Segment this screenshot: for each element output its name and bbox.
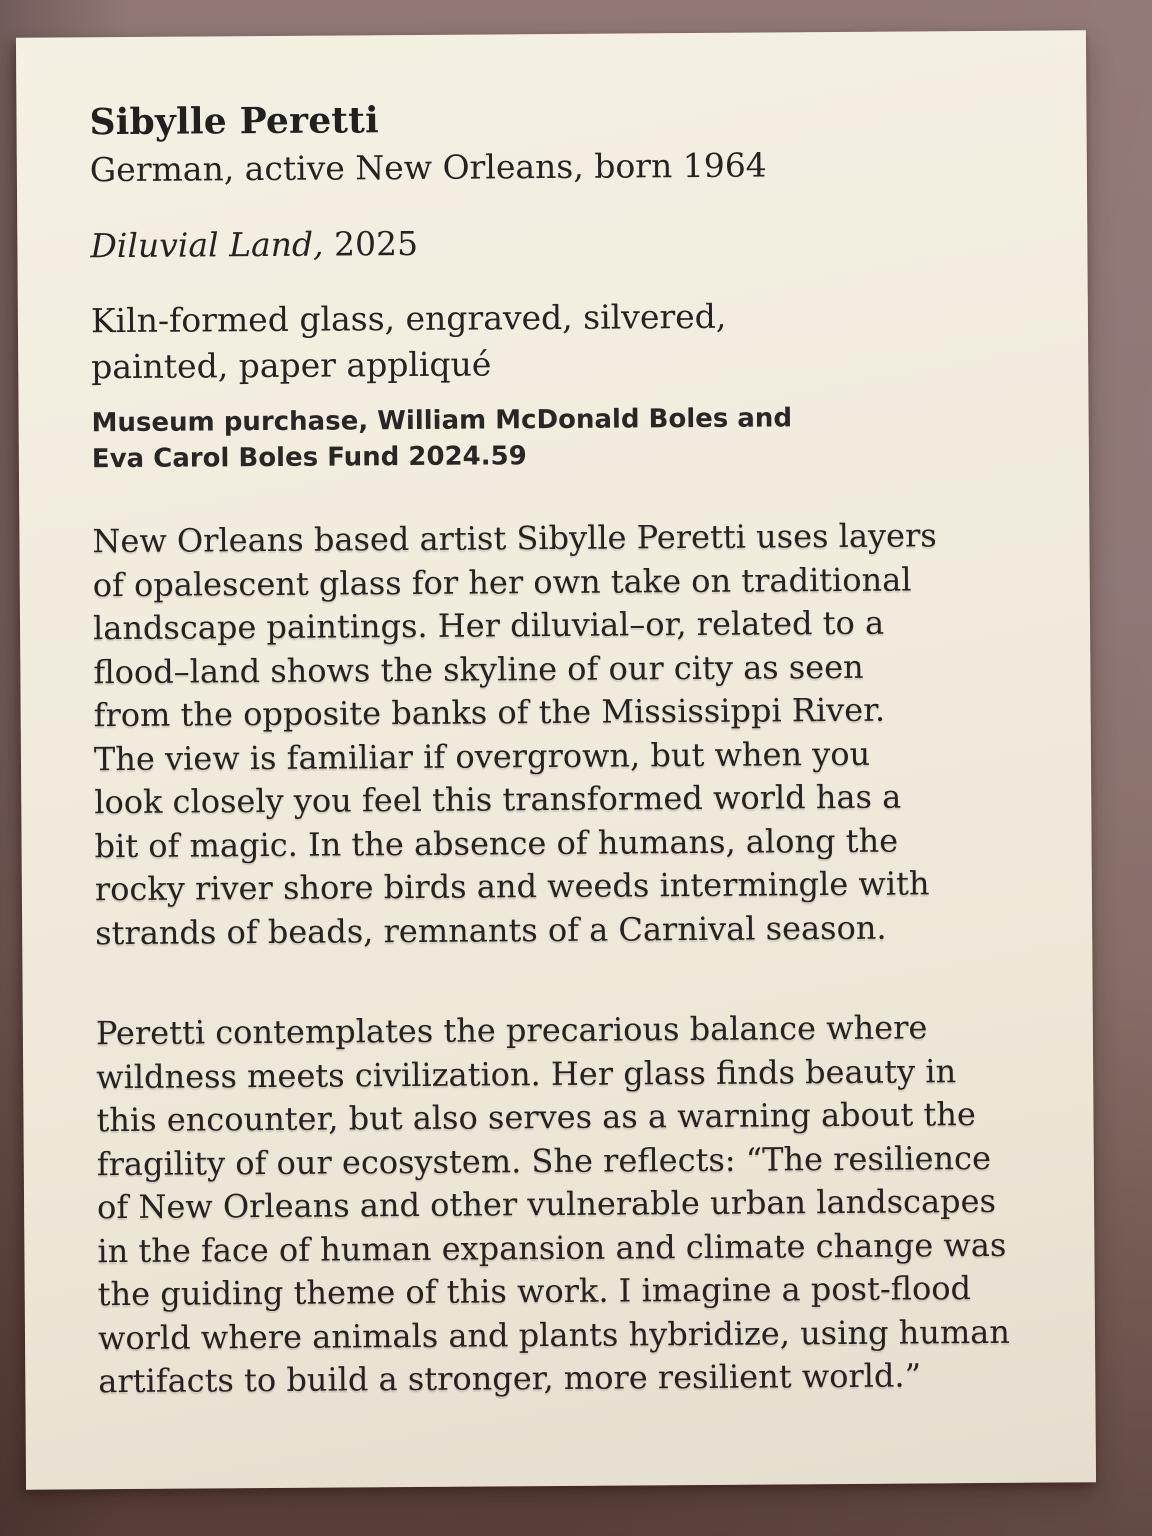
text-line: strands of beads, remnants of a Carnival season. xyxy=(95,908,887,952)
text-line: artifacts to build a stronger, more resilient world.” xyxy=(98,1356,922,1401)
text-line: bit of magic. In the absence of humans, along the xyxy=(94,821,899,865)
text-line: this encounter, but also serves as a warning about the xyxy=(96,1095,977,1140)
text-line: flood–land shows the skyline of our city as seen xyxy=(93,647,864,691)
text-line: Eva Carol Boles Fund 2024.59 xyxy=(91,441,527,475)
text-line: of New Orleans and other vulnerable urban landscapes xyxy=(96,1181,997,1227)
text-line: of opalescent glass for her own take on traditional xyxy=(92,560,912,604)
text-line: Museum purchase, William McDonald Boles and xyxy=(91,403,793,439)
artwork-title-text: Diluvial Land, xyxy=(90,224,324,266)
text-line: fragility of our ecosystem. She reflects: “The resilience xyxy=(96,1138,992,1183)
text-line: Peretti contemplates the precarious balance where xyxy=(95,1008,928,1053)
description-paragraph-1 xyxy=(92,514,1024,955)
text-line: Kiln-formed glass, engraved, silvered, xyxy=(90,296,727,341)
description-paragraph-2 xyxy=(96,1006,1028,1404)
text-line: landscape paintings. Her diluvial–or, related to a xyxy=(92,603,885,648)
text-line: New Orleans based artist Sibylle Peretti uses layers xyxy=(92,516,937,561)
artwork-title xyxy=(90,217,1019,268)
text-line: The view is familiar if overgrown, but when you xyxy=(93,734,871,778)
text-line: wildness meets civilization. Her glass finds beauty in xyxy=(96,1051,957,1096)
museum-label-card xyxy=(16,30,1096,1489)
text-line: look closely you feel this transformed world has a xyxy=(94,777,902,822)
text-line: the guiding theme of this work. I imagine a post-flood xyxy=(97,1269,972,1314)
text-line: rocky river shore birds and weeds intermingle with xyxy=(94,864,930,909)
medium-description xyxy=(91,292,1021,390)
artist-bio: German, active New Orleans, born 1964 xyxy=(89,145,767,190)
artwork-year: 2025 xyxy=(333,223,419,264)
text-line: from the opposite banks of the Mississippi River. xyxy=(93,690,886,735)
artist-name: Sibylle Peretti xyxy=(89,99,380,144)
text-line: painted, paper appliqué xyxy=(91,344,492,387)
text-line: in the face of human expansion and climate change was xyxy=(97,1225,1007,1270)
text-line: world where animals and plants hybridize, using human xyxy=(97,1312,1011,1357)
credit-line xyxy=(91,399,1020,477)
